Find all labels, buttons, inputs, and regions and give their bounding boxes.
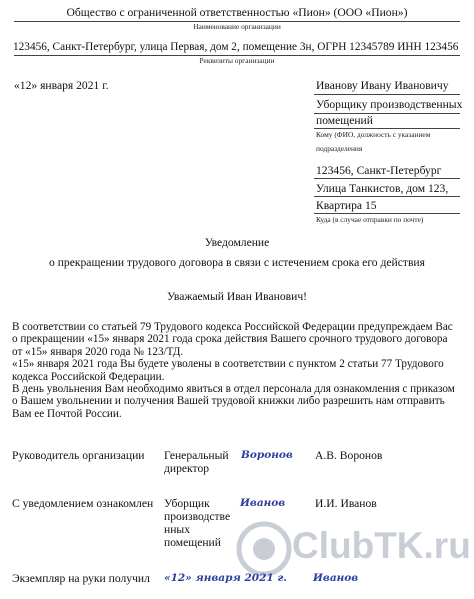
- divider: [314, 178, 460, 179]
- address-line-2: Улица Танкистов, дом 123,: [316, 182, 449, 195]
- organization-requisites-caption: Реквизиты организации: [199, 56, 275, 65]
- addressee-caption: Кому (ФИО, должность с указанием: [316, 130, 431, 139]
- addressee-position-cont: помещений: [316, 114, 373, 127]
- addressee-position: Уборщику производственных: [316, 98, 463, 111]
- divider: [314, 94, 460, 95]
- organization-name-caption: Наименование организации: [193, 22, 281, 31]
- addressee-caption-cont: подразделения: [316, 144, 363, 153]
- body-line: о прекращении «15» января 2021 года срока действия Вашего срочного трудового договора: [12, 333, 448, 346]
- body-line: «15» января 2021 года Вы будете уволены в соответствии с пунктом 2 статьи 77 Трудового: [12, 358, 444, 371]
- address-line-3: Квартира 15: [316, 199, 377, 212]
- body-line: о Вашем увольнении и получения Вашей трудовой книжки либо разрешить нам отправить: [12, 395, 445, 408]
- notice-subtitle: о прекращении трудового договора в связи с истечением срока его действия: [49, 256, 425, 269]
- organization-name: Общество с ограниченной ответственностью «Пион» (ООО «Пион»): [66, 6, 408, 19]
- notice-title: Уведомление: [204, 236, 270, 249]
- ack-position-cont: производстве: [164, 510, 231, 523]
- ack-signature: Иванов: [240, 497, 286, 509]
- document-date: «12» января 2021 г.: [14, 79, 109, 92]
- head-label: Руководитель организации: [12, 449, 145, 462]
- head-position-cont: директор: [164, 462, 210, 475]
- head-name: А.В. Воронов: [315, 449, 383, 462]
- addressee-name: Иванову Ивану Ивановичу: [316, 79, 449, 92]
- head-signature: Воронов: [241, 449, 293, 461]
- notice-body: [12, 321, 464, 420]
- copy-date: «12» января 2021 г.: [164, 572, 287, 584]
- address-caption: Куда (в случае отправки по почте): [316, 215, 424, 224]
- copy-signature: Иванов: [313, 572, 359, 584]
- ack-position-cont: помещений: [164, 536, 221, 549]
- body-line: В соответствии со статьей 79 Трудового кодекса Российской Федерации предупреждаем Вас: [12, 321, 453, 333]
- body-line: кодекса Российской Федерации.: [12, 370, 165, 383]
- divider: [314, 128, 460, 129]
- organization-requisites: 123456, Санкт-Петербург, улица Первая, дом 2, помещение 3н, ОГРН 12345789 ИНН 123456: [13, 41, 459, 53]
- divider: [314, 196, 460, 197]
- divider: [314, 213, 460, 214]
- ack-position: Уборщик: [164, 497, 210, 510]
- address-line-1: 123456, Санкт-Петербург: [316, 164, 442, 177]
- acknowledged-label: С уведомлением ознакомлен: [12, 497, 154, 510]
- copy-received-label: Экземпляр на руки получил: [12, 572, 150, 585]
- body-line: от «15» января 2020 года № 123/ТД.: [12, 345, 184, 358]
- head-position: Генеральный: [164, 449, 229, 462]
- salutation: Уважаемый Иван Иванович!: [166, 290, 308, 303]
- watermark-text: ClubTK.ru: [292, 525, 471, 566]
- ack-name: И.И. Иванов: [315, 497, 377, 510]
- ack-position-cont: нных: [164, 523, 190, 536]
- watermark-logo-icon: [236, 521, 292, 577]
- body-line: В день увольнения Вам необходимо явиться в отдел персонала для ознакомления с приказом: [12, 383, 455, 396]
- body-line: Вам ее Почтой России.: [12, 407, 122, 420]
